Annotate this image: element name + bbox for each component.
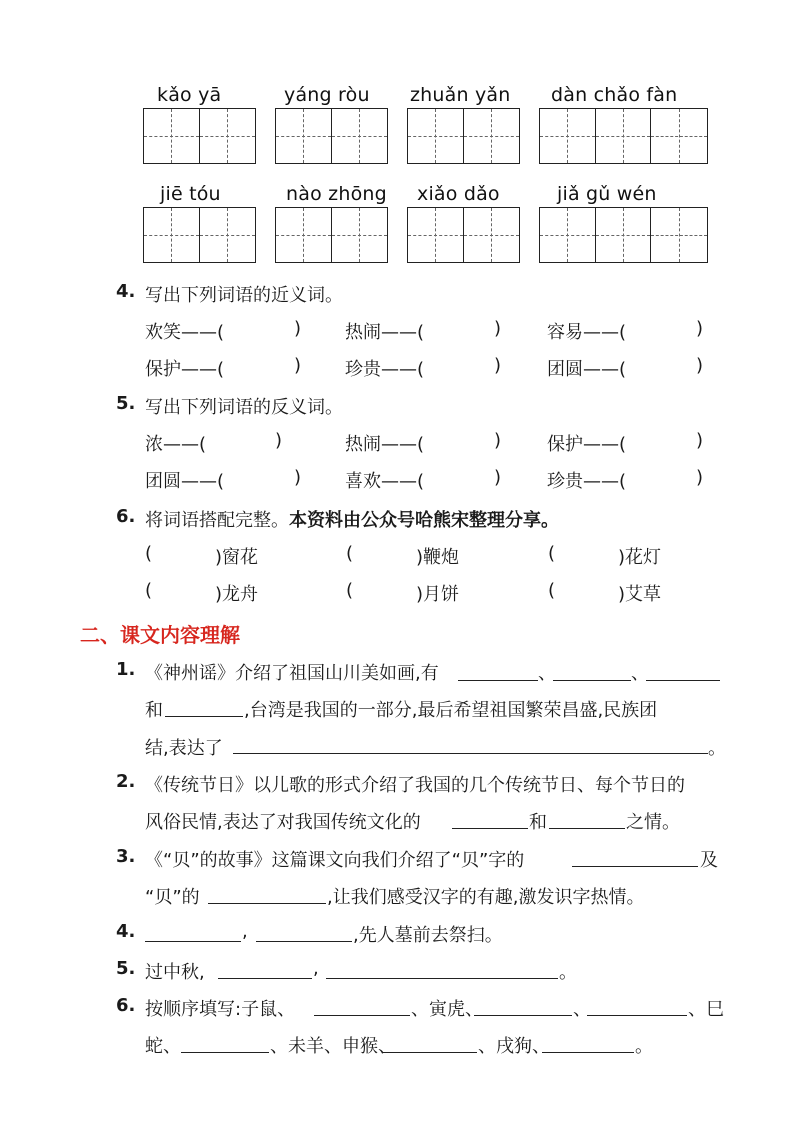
antonym-item: 热闹——( <box>345 434 425 455</box>
question-text: 《“贝”的故事》这篇课文向我们介绍了“贝”字的 <box>145 850 525 871</box>
open-paren: ( <box>548 543 556 564</box>
answer-blank[interactable] <box>553 680 631 681</box>
question-number: 1. <box>116 659 136 680</box>
close-paren: ) <box>696 430 704 451</box>
question-number: 6. <box>116 506 136 527</box>
question-title: 写出下列词语的近义词。 <box>145 285 343 306</box>
question-text: 之情。 <box>626 812 680 833</box>
close-paren: ) <box>294 355 302 376</box>
char-grid[interactable] <box>143 108 256 164</box>
char-grid[interactable] <box>407 108 520 164</box>
question-number: 5. <box>116 393 136 414</box>
question-number: 2. <box>116 771 136 792</box>
char-grid[interactable] <box>539 207 708 263</box>
answer-blank[interactable] <box>474 1015 572 1016</box>
question-text: 《神州谣》介绍了祖国山川美如画,有 <box>145 663 439 684</box>
question-text: ,让我们感受汉字的有趣,激发识字热情。 <box>327 887 645 908</box>
question-text: 、巳 <box>688 999 724 1020</box>
question-title: 写出下列词语的反义词。 <box>145 397 343 418</box>
char-grid[interactable] <box>143 207 256 263</box>
question-text: 结,表达了 <box>145 738 223 759</box>
open-paren: ( <box>145 543 153 564</box>
question-text: “贝”的 <box>145 887 200 908</box>
char-grid[interactable] <box>275 108 388 164</box>
section-title: 二、课文内容理解 <box>80 623 240 647</box>
pinyin-label: jiǎ gǔ wén <box>557 183 657 205</box>
char-grid[interactable] <box>407 207 520 263</box>
question-number: 5. <box>116 958 136 979</box>
pinyin-label: kǎo yā <box>157 84 222 106</box>
question-number: 4. <box>116 281 136 302</box>
antonym-item: 团圆——( <box>145 471 225 492</box>
question-text: 过中秋, <box>145 962 205 983</box>
close-paren: ) <box>275 430 283 451</box>
antonym-item: 浓——( <box>145 434 207 455</box>
question-text: 及 <box>700 850 718 871</box>
close-paren: ) <box>494 430 502 451</box>
question-text: 。 <box>635 1036 653 1057</box>
antonym-item: 保护——( <box>547 434 627 455</box>
open-paren: ( <box>346 543 354 564</box>
answer-blank[interactable] <box>208 903 326 904</box>
match-item: )艾草 <box>618 584 662 605</box>
close-paren: ) <box>294 467 302 488</box>
question-number: 4. <box>116 921 136 942</box>
pinyin-label: nào zhōng <box>286 183 387 205</box>
antonym-item: 喜欢——( <box>345 471 425 492</box>
question-text: 。 <box>708 738 726 759</box>
match-item: )龙舟 <box>215 584 259 605</box>
close-paren: ) <box>696 355 704 376</box>
answer-blank[interactable] <box>233 753 708 754</box>
question-text: 蛇、 <box>145 1036 181 1057</box>
pinyin-label: xiǎo dǎo <box>417 183 500 205</box>
answer-blank[interactable] <box>646 680 720 681</box>
question-text: 、戌狗、 <box>478 1036 550 1057</box>
answer-blank[interactable] <box>145 941 241 942</box>
close-paren: ) <box>696 467 704 488</box>
answer-blank[interactable] <box>165 716 243 717</box>
question-text: 和 <box>529 812 547 833</box>
answer-blank[interactable] <box>458 680 538 681</box>
question-text: 。 <box>559 962 577 983</box>
close-paren: ) <box>294 318 302 339</box>
open-paren: ( <box>145 580 153 601</box>
answer-blank[interactable] <box>218 978 312 979</box>
question-text: , <box>242 921 248 942</box>
question-text: 、 <box>573 999 591 1020</box>
answer-blank[interactable] <box>256 941 352 942</box>
synonym-item: 欢笑——( <box>145 322 225 343</box>
open-paren: ( <box>346 580 354 601</box>
pinyin-label: dàn chǎo fàn <box>551 84 678 106</box>
answer-blank[interactable] <box>452 828 528 829</box>
synonym-item: 容易——( <box>547 322 627 343</box>
question-text: 风俗民情,表达了对我国传统文化的 <box>145 812 421 833</box>
pinyin-label: zhuǎn yǎn <box>410 84 511 106</box>
match-item: )月饼 <box>416 584 460 605</box>
close-paren: ) <box>494 318 502 339</box>
question-number: 3. <box>116 846 136 867</box>
answer-blank[interactable] <box>572 866 698 867</box>
open-paren: ( <box>548 580 556 601</box>
separator: 、 <box>538 663 556 684</box>
question-text: ,先人墓前去祭扫。 <box>353 925 503 946</box>
question-text: 按顺序填写:子鼠、 <box>145 999 296 1020</box>
question-text: ,台湾是我国的一部分,最后希望祖国繁荣昌盛,民族团 <box>244 700 658 721</box>
synonym-item: 珍贵——( <box>345 359 425 380</box>
close-paren: ) <box>494 355 502 376</box>
close-paren: ) <box>696 318 704 339</box>
separator: 、 <box>631 663 649 684</box>
antonym-item: 珍贵——( <box>547 471 627 492</box>
match-item: )窗花 <box>215 547 259 568</box>
share-note: 本资料由公众号哈熊宋整理分享。 <box>289 510 559 531</box>
answer-blank[interactable] <box>542 1052 634 1053</box>
match-item: )花灯 <box>618 547 662 568</box>
char-grid[interactable] <box>275 207 388 263</box>
synonym-item: 热闹——( <box>345 322 425 343</box>
question-text: 和 <box>145 700 163 721</box>
answer-blank[interactable] <box>383 1052 477 1053</box>
question-title: 将词语搭配完整。 <box>145 510 289 531</box>
question-text: 《传统节日》以儿歌的形式介绍了我国的几个传统节日、每个节日的 <box>145 775 685 796</box>
answer-blank[interactable] <box>181 1052 269 1053</box>
pinyin-label: jiē tóu <box>160 183 221 205</box>
question-number: 6. <box>116 995 136 1016</box>
synonym-item: 团圆——( <box>547 359 627 380</box>
close-paren: ) <box>494 467 502 488</box>
answer-blank[interactable] <box>326 978 558 979</box>
char-grid[interactable] <box>539 108 708 164</box>
question-text: 、未羊、申猴、 <box>270 1036 396 1057</box>
synonym-item: 保护——( <box>145 359 225 380</box>
question-text: , <box>313 958 319 979</box>
answer-blank[interactable] <box>587 1015 687 1016</box>
pinyin-label: yáng ròu <box>284 84 370 106</box>
question-text: 、寅虎、 <box>411 999 483 1020</box>
answer-blank[interactable] <box>314 1015 410 1016</box>
match-item: )鞭炮 <box>416 547 460 568</box>
answer-blank[interactable] <box>549 828 625 829</box>
